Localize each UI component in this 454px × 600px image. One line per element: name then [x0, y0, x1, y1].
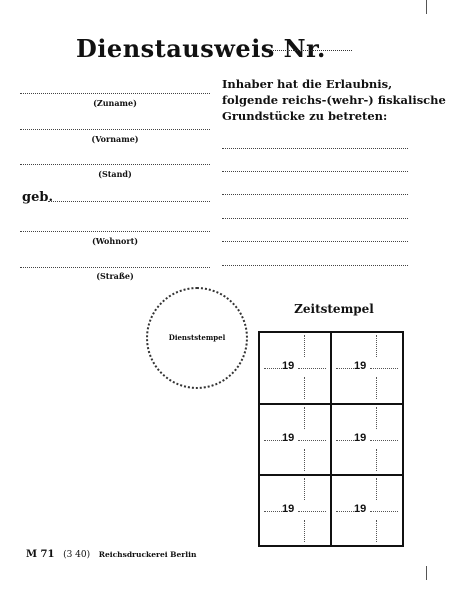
- form-edition: (3 40): [63, 550, 91, 560]
- permission-line-1: Inhaber hat die Erlaubnis,: [222, 77, 393, 91]
- time-stamp-title: Zeitstempel: [294, 302, 374, 316]
- year-prefix: 19: [354, 432, 367, 444]
- street-label: (Straße): [96, 271, 134, 281]
- time-stamp-cell[interactable]: [332, 405, 402, 474]
- street-line[interactable]: [20, 267, 210, 268]
- year-prefix: 19: [354, 360, 367, 372]
- property-line-1[interactable]: [222, 148, 408, 149]
- year-prefix: 19: [282, 360, 295, 372]
- property-line-6[interactable]: [222, 265, 408, 266]
- permission-text: [222, 76, 446, 124]
- residence-label: (Wohnort): [91, 236, 139, 246]
- property-line-2[interactable]: [222, 171, 408, 172]
- surname-line[interactable]: [20, 93, 210, 94]
- printer-name: Reichsdruckerei Berlin: [98, 550, 197, 559]
- year-prefix: 19: [282, 503, 295, 515]
- footer: [26, 549, 196, 560]
- residence-line[interactable]: [20, 231, 210, 232]
- document-title: Dienstausweis Nr.: [76, 34, 326, 63]
- scan-edge-mark-bottom: [426, 566, 427, 580]
- birth-prefix: geb.: [22, 190, 53, 205]
- id-number-line[interactable]: [268, 50, 352, 51]
- birth-line[interactable]: [48, 201, 210, 202]
- firstname-line[interactable]: [20, 129, 210, 130]
- form-code: M 71: [26, 549, 55, 560]
- time-stamp-grid: [258, 331, 404, 547]
- permission-line-3: Grundstücke zu betreten:: [222, 109, 388, 123]
- time-stamp-cell[interactable]: [332, 333, 402, 403]
- property-line-4[interactable]: [222, 218, 408, 219]
- permission-line-2: folgende reichs-(wehr-) fiskalische: [222, 93, 446, 107]
- service-stamp-label: Dienststempel: [168, 333, 226, 342]
- time-stamp-cell[interactable]: [332, 476, 402, 545]
- property-line-5[interactable]: [222, 241, 408, 242]
- property-line-3[interactable]: [222, 194, 408, 195]
- firstname-label: (Vorname): [91, 134, 139, 144]
- year-prefix: 19: [282, 432, 295, 444]
- occupation-line[interactable]: [20, 164, 210, 165]
- time-stamp-cell[interactable]: [260, 333, 330, 403]
- occupation-label: (Stand): [98, 169, 132, 179]
- time-stamp-cell[interactable]: [260, 476, 330, 545]
- time-stamp-cell[interactable]: [260, 405, 330, 474]
- year-prefix: 19: [354, 503, 367, 515]
- scan-edge-mark-top: [426, 0, 427, 14]
- surname-label: (Zuname): [93, 98, 137, 108]
